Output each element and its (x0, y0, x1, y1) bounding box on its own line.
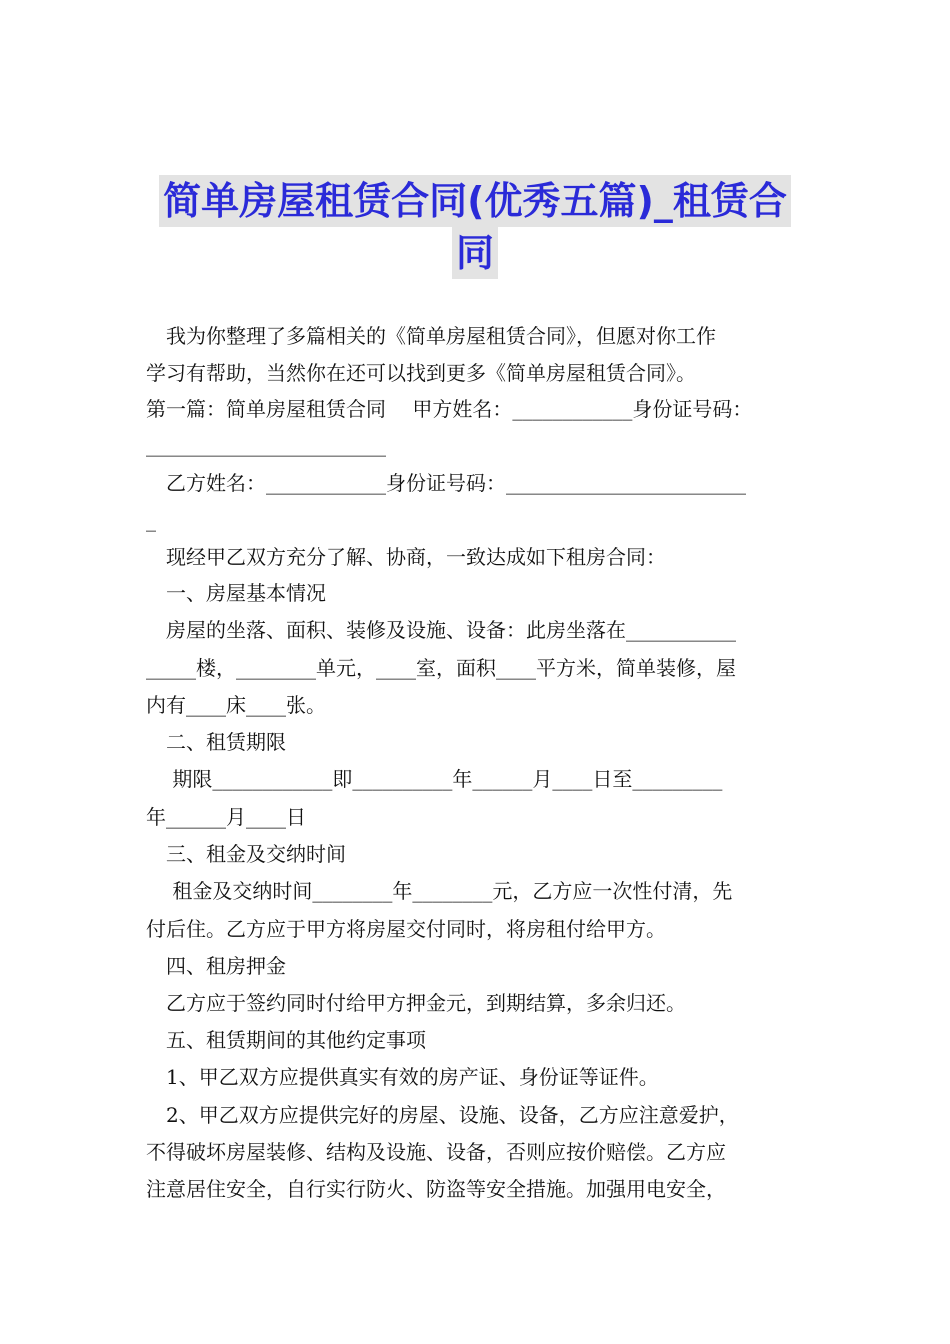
title-line-1: 简单房屋租赁合同(优秀五篇)_租赁合 (159, 175, 791, 227)
section-heading: 五、租赁期间的其他约定事项 (146, 1028, 426, 1052)
title-line-2: 同 (452, 227, 498, 279)
paragraph-line: 内有____床____张。 (146, 693, 326, 717)
paragraph-line: 付后住。乙方应于甲方将房屋交付同时，将房租付给甲方。 (146, 917, 666, 941)
paragraph-line: 第一篇：简单房屋租赁合同 甲方姓名：____________身份证号码： (146, 397, 753, 421)
paragraph-line: _____楼，________单元，____室，面积____平方米，简单装修，屋 (146, 656, 736, 680)
section-heading: 三、租金及交纳时间 (146, 842, 346, 866)
paragraph-line: 租金及交纳时间________年________元，乙方应一次性付清，先 (146, 879, 733, 903)
paragraph-line: 注意居住安全，自行实行防火、防盗等安全措施。加强用电安全， (146, 1177, 726, 1201)
paragraph-line: 年______月____日 (146, 805, 306, 829)
paragraph-line: 我为你整理了多篇相关的《简单房屋租赁合同》，但愿对你工作 (146, 324, 716, 348)
paragraph-line: 期限____________即__________年______月____日至_________ (146, 767, 723, 791)
paragraph-line: 乙方应于签约同时付给甲方押金元，到期结算，多余归还。 (146, 991, 686, 1015)
paragraph-line: 房屋的坐落、面积、装修及设施、设备：此房坐落在___________ (146, 618, 736, 642)
paragraph-line: 学习有帮助，当然你在还可以找到更多《简单房屋租赁合同》。 (146, 361, 696, 385)
document-title (0, 175, 950, 279)
paragraph-line: 2、甲乙双方应提供完好的房屋、设施、设备，乙方应注意爱护， (146, 1103, 739, 1127)
paragraph-line: _ (146, 508, 156, 532)
paragraph-line: ________________________ (146, 433, 386, 457)
section-heading: 二、租赁期限 (146, 730, 286, 754)
paragraph-line: 现经甲乙双方充分了解、协商，一致达成如下租房合同： (146, 545, 666, 569)
paragraph-line: 乙方姓名：____________身份证号码：________________________ (146, 471, 746, 495)
section-heading: 一、房屋基本情况 (146, 581, 326, 605)
paragraph-line: 不得破坏房屋装修、结构及设施、设备，否则应按价赔偿。乙方应 (146, 1140, 726, 1164)
section-heading: 四、租房押金 (146, 954, 286, 978)
paragraph-line: 1、甲乙双方应提供真实有效的房产证、身份证等证件。 (146, 1065, 659, 1089)
